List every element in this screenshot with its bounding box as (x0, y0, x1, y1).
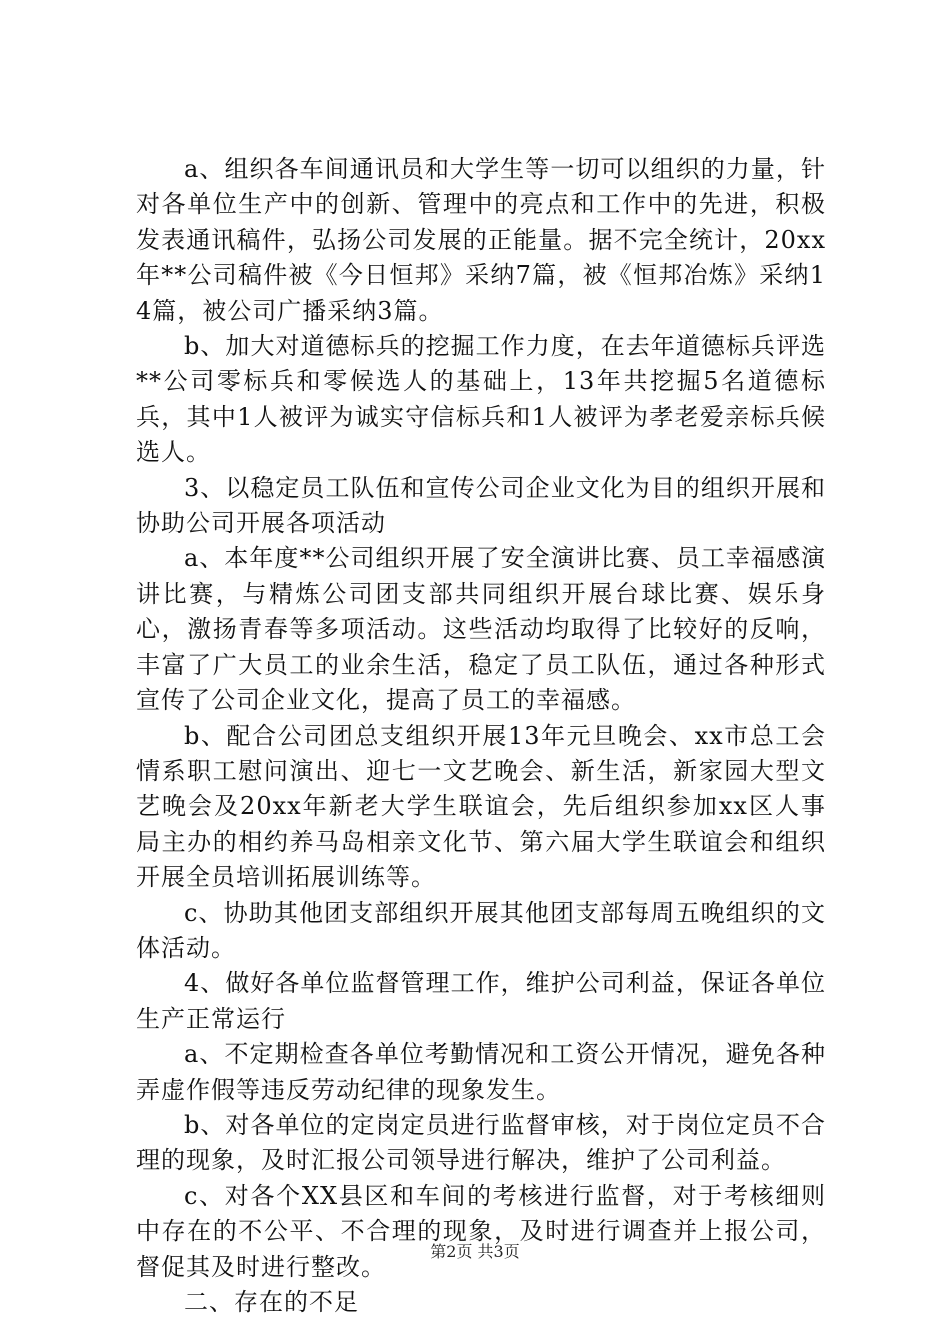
document-body (136, 152, 826, 1320)
paragraph-supervision-c: c、对各个XX县区和车间的考核进行监督，对于考核细则中存在的不公平、不合理的现象，及时进行调查并上报公司，督促其及时进行整改。 (136, 1181, 826, 1281)
paragraph-shortcomings-heading: 二、存在的不足 (184, 1288, 359, 1316)
paragraph-news-submissions: a、组织各车间通讯员和大学生等一切可以组织的力量，针对各单位生产中的创新、管理中的亮点和工作中的先进，积极发表通讯稿件，弘扬公司发展的正能量。据不完全统计，20xx年**公司稿件被《今日恒邦》采纳7篇，被《恒邦冶炼》采纳14篇，被公司广播采纳3篇。 (136, 155, 826, 325)
page-number-label: 第2页 共3页 (430, 1242, 520, 1261)
paragraph-moral-models: b、加大对道德标兵的挖掘工作力度，在去年道德标兵评选**公司零标兵和零候选人的基础上，13年共挖掘5名道德标兵，其中1人被评为诚实守信标兵和1人被评为孝老爱亲标兵候选人。 (136, 332, 826, 467)
paragraph-activities-b: b、配合公司团总支组织开展13年元旦晚会、xx市总工会情系职工慰问演出、迎七一文艺晚会、新生活，新家园大型文艺晚会及20xx年新老大学生联谊会，先后组织参加xx区人事局主办的相约养马岛相亲文化节、第六届大学生联谊会和组织开展全员培训拓展训练等。 (136, 721, 826, 892)
paragraph-section-3-heading: 3、以稳定员工队伍和宣传公司企业文化为目的组织开展和协助公司开展各项活动 (136, 473, 826, 538)
paragraph-activities-c: c、协助其他团支部组织开展其他团支部每周五晚组织的文体活动。 (136, 898, 826, 962)
paragraph-section-4-heading: 4、做好各单位监督管理工作，维护公司利益，保证各单位生产正常运行 (136, 969, 826, 1033)
paragraph-activities-a: a、本年度**公司组织开展了安全演讲比赛、员工幸福感演讲比赛，与精炼公司团支部共同组织开展台球比赛、娱乐身心，激扬青春等多项活动。这些活动均取得了比较好的反响，丰富了广大员工的业余生活，稳定了员工队伍，通过各种形式宣传了公司企业文化，提高了员工的幸福感。 (136, 544, 826, 715)
paragraph-supervision-b: b、对各单位的定岗定员进行监督审核，对于岗位定员不合理的现象，及时汇报公司领导进行解决，维护了公司利益。 (136, 1110, 826, 1175)
paragraph-supervision-a: a、不定期检查各单位考勤情况和工资公开情况，避免各种弄虚作假等违反劳动纪律的现象发生。 (136, 1040, 826, 1104)
page-footer (0, 1242, 950, 1262)
